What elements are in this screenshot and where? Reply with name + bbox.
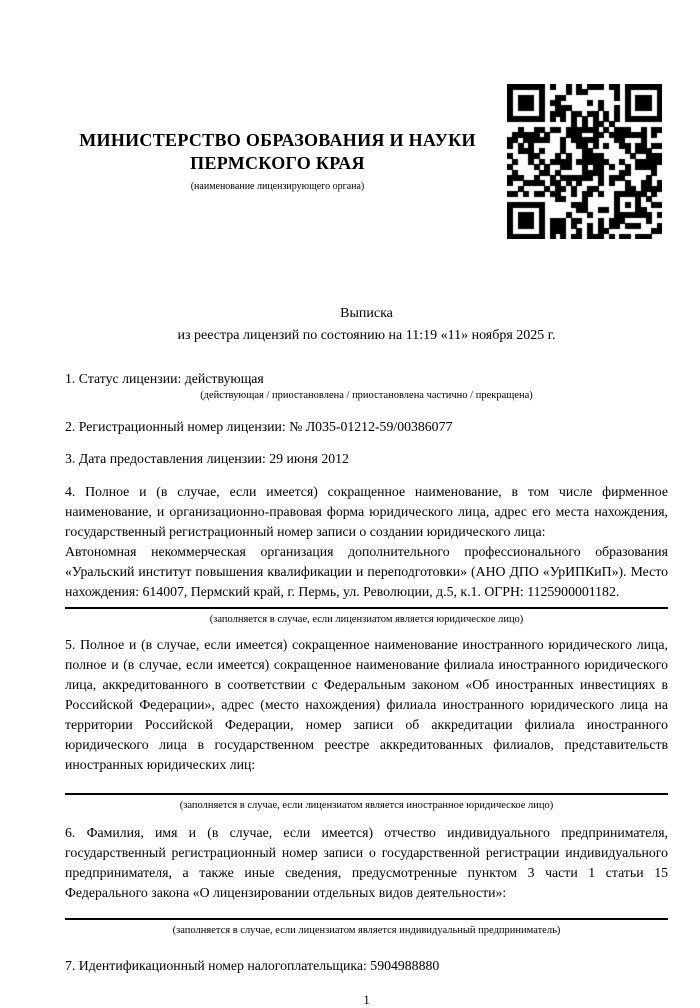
document-header	[0, 0, 700, 303]
item-taxpayer-number: 7. Идентификационный номер налогоплательщика: 5904988880	[65, 958, 440, 973]
extract-subtitle: из реестра лицензий по состоянию на 11:19 «11» ноября 2025 г.	[177, 328, 556, 343]
item-legal-entity-text: 4. Полное и (в случае, если имеется) сокращенное наименование, в том числе фирменное наименование, и организационно-правовая форма юридического лица, адрес его места нахождения, государственный регистрационный номер записи о создании юридического лица:	[65, 484, 668, 539]
extract-title: Выписка	[340, 306, 393, 321]
licensing-authority-block	[65, 129, 490, 193]
individual-fill-line	[65, 918, 668, 920]
page-number: 1	[363, 992, 370, 1007]
qr-code	[507, 84, 662, 239]
item-registration-number: 2. Регистрационный номер лицензии: № Л035-01212-59/00386077	[65, 419, 453, 434]
foreign-entity-caption: (заполняется в случае, если лицензиатом является иностранное юридическое лицо)	[179, 800, 554, 811]
ministry-name-line2: ПЕРМСКОГО КРАЯ	[190, 153, 365, 173]
item-grant-date: 3. Дата предоставления лицензии: 29 июня 2012	[65, 451, 349, 466]
foreign-entity-fill-line	[65, 793, 668, 795]
item-individual-text: 6. Фамилия, имя и (в случае, если имеется) отчество индивидуального предпринимателя, государственный регистрационный номер записи о государственной регистрации индивидуального предпринимателя, а также иные сведения, предусмотренные пунктом 3 части 1 статьи 15 Федерального закона «О лицензировании отдельных видов деятельности»:	[65, 825, 668, 900]
item-license-status: 1. Статус лицензии: действующая	[65, 371, 264, 386]
individual-caption: (заполняется в случае, если лицензиатом является индивидуальный предприниматель)	[172, 925, 561, 936]
item-license-status-caption: (действующая / приостановлена / приостановлена частично / прекращена)	[200, 390, 533, 401]
item-foreign-entity-text: 5. Полное и (в случае, если имеется) сокращенное наименование иностранного юридического лица, полное и (в случае, если имеется) сокращенное наименование филиала иностранного юридического лица, аккредитованного в соответствии с Федеральным законом «Об иностранных инвестициях в Российской Федерации», адрес (место нахождения) филиала иностранного юридического лица на территории Российской Федерации, номер записи об аккредитации филиала иностранного юридического лица в государственном реестре аккредитованных филиалов, представительств иностранных юридических лиц:	[65, 637, 668, 772]
ministry-caption: (наименование лицензирующего органа)	[190, 181, 365, 192]
legal-entity-fill-line	[65, 607, 668, 609]
ministry-name-line1: МИНИСТЕРСТВО ОБРАЗОВАНИЯ И НАУКИ	[79, 130, 476, 150]
document-body	[0, 303, 700, 1008]
extract-title-block	[65, 303, 668, 347]
legal-entity-caption: (заполняется в случае, если лицензиатом является юридическое лицо)	[209, 614, 524, 625]
item-legal-entity-value: Автономная некоммерческая организация дополнительного профессионального образования «Уральский институт повышения квалификации и переподготовки» (АНО ДПО «УрИПКиП»). Место нахождения: 614007, Пермский край, г. Пермь, ул. Революции, д.5, к.1. ОГРН: 1125900001182.	[65, 544, 668, 599]
